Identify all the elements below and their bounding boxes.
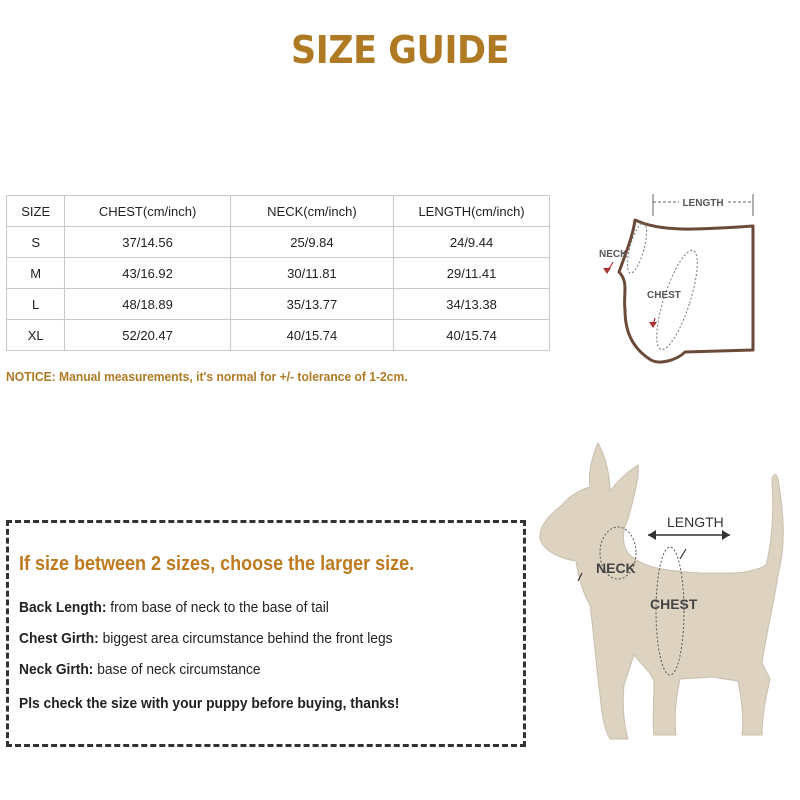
shirt-neck-label: NECK [599, 249, 628, 260]
chest-girth-text: biggest area circumstance behind the front legs [102, 630, 393, 647]
instruction-footer: Pls check the size with your puppy before buying, thanks! [19, 695, 400, 712]
cell-neck: 35/13.77 [230, 289, 393, 320]
col-header-length: LENGTH(cm/inch) [394, 196, 550, 227]
instruction-heading: If size between 2 sizes, choose the larger size. [19, 553, 415, 575]
cell-length: 34/13.38 [394, 289, 550, 320]
table-row [7, 227, 550, 258]
instruction-box [6, 520, 526, 747]
col-header-size: SIZE [7, 196, 65, 227]
dog-length-label: LENGTH [667, 514, 724, 530]
neck-girth-text: base of neck circumstance [97, 661, 261, 678]
cell-neck: 25/9.84 [230, 227, 393, 258]
dog-neck-label: NECK [596, 560, 636, 576]
cell-neck: 30/11.81 [230, 258, 393, 289]
table-header-row [7, 196, 550, 227]
shirt-chest-label: CHEST [647, 290, 681, 301]
cell-chest: 43/16.92 [65, 258, 230, 289]
cell-length: 29/11.41 [394, 258, 550, 289]
cell-size: S [7, 227, 65, 258]
cell-size: XL [7, 320, 65, 351]
cell-length: 40/15.74 [394, 320, 550, 351]
neck-girth-label: Neck Girth: [19, 661, 94, 678]
shirt-outline-icon [619, 220, 753, 362]
back-length-text: from base of neck to the base of tail [110, 599, 329, 616]
size-table [6, 195, 550, 351]
table-row [7, 258, 550, 289]
dog-chest-label: CHEST [650, 596, 698, 612]
col-header-chest: CHEST(cm/inch) [65, 196, 230, 227]
back-length-label: Back Length: [19, 599, 107, 616]
cell-chest: 37/14.56 [65, 227, 230, 258]
neck-girth-line [19, 661, 261, 678]
cell-size: L [7, 289, 65, 320]
table-row [7, 289, 550, 320]
notice-text: NOTICE: Manual measurements, it's normal for +/- tolerance of 1-2cm. [6, 369, 408, 384]
page-title: SIZE GUIDE [291, 28, 509, 72]
dog-diagram [530, 435, 800, 755]
col-header-neck: NECK(cm/inch) [230, 196, 393, 227]
cell-chest: 52/20.47 [65, 320, 230, 351]
back-length-line [19, 599, 329, 616]
shirt-diagram [585, 190, 795, 380]
dog-silhouette-icon [540, 443, 783, 739]
chest-girth-line [19, 630, 393, 647]
shirt-length-label: LENGTH [682, 198, 724, 209]
cell-size: M [7, 258, 65, 289]
cell-neck: 40/15.74 [230, 320, 393, 351]
table-row [7, 320, 550, 351]
chest-girth-label: Chest Girth: [19, 630, 99, 647]
cell-length: 24/9.44 [394, 227, 550, 258]
cell-chest: 48/18.89 [65, 289, 230, 320]
